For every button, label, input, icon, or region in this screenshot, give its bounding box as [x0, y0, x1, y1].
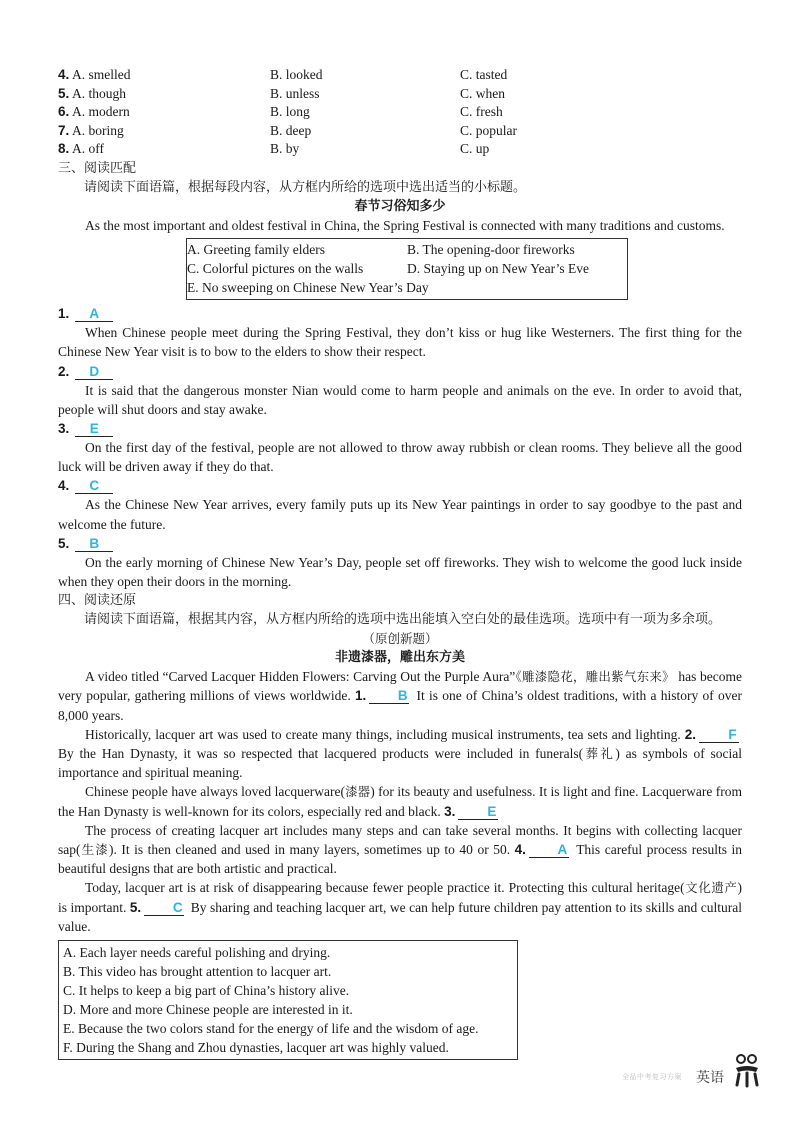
passage-paragraph: Today, lacquer art is at risk of disappearing because fewer people practice it. Protecting this cultural heritage(文化遗产) is important. 5. C By sharing and teaching lacquer art, we can help future children pay attention to its skills and cultural value.: [58, 880, 743, 934]
footer-small-text: 全品中考复习方案: [622, 1073, 682, 1081]
cloze-option-row: 4. A. smelled B. looked C. tasted: [58, 67, 508, 82]
answer-blank[interactable]: C: [144, 901, 184, 916]
cloze-option-row: 7. A. boring B. deep C. popular: [58, 122, 517, 138]
matching-paragraph: As the Chinese New Year arrives, every family puts up its New Year paintings in order to say goodbye to the past and welcome the future.: [58, 497, 742, 532]
sentence-option: B. This video has brought attention to lacquer art.: [63, 964, 332, 980]
answer-blank[interactable]: E: [458, 805, 498, 820]
cloze-option-row: 5. A. though B. unless C. when: [58, 85, 505, 101]
section4-instruction: 请阅读下面语篇，根据其内容，从方框内所给的选项中选出能填入空白处的最佳选项。选项中有一项为多余项。: [84, 612, 722, 628]
worksheet-page: [58, 66, 742, 1060]
section4-heading: 非遗漆器，雕出东方美: [334, 650, 465, 666]
matching-item: 3. E On the first day of the festival, people are not allowed to throw away rubbish or clean rooms. They believe all the good luck will be driven away if they do that.: [58, 419, 742, 476]
sentence-option: C. It helps to keep a big part of China’s history alive.: [63, 983, 350, 999]
cloze-option-row: 6. A. modern B. long C. fresh: [58, 104, 503, 120]
heading-option: D. Staying up on New Year’s Eve: [407, 261, 589, 277]
cloze-option-row: 8. A. off B. by C. up: [58, 141, 490, 157]
section3-instruction: 请阅读下面语篇，根据每段内容，从方框内所给的选项中选出适当的小标题。: [84, 179, 527, 195]
answer-blank[interactable]: A: [529, 843, 569, 858]
matching-item: 5. B On the early morning of Chinese New Year’s Day, people set off fireworks. They wish to welcome the good luck inside when they open their doors in the morning.: [58, 534, 742, 591]
section3-heading: 春节习俗知多少: [354, 198, 446, 214]
heading-option: A. Greeting family elders: [187, 242, 325, 258]
answer-blank[interactable]: E: [75, 422, 113, 437]
passage-paragraph: Chinese people have always loved lacquerware(漆器) for its beauty and usefulness. It is light and fine. Lacquerware from the Han Dynasty is well-known for its colors, especially red and black. 3. E: [58, 784, 742, 819]
section4-note: （原创新题）: [362, 631, 438, 647]
passage-paragraph: Historically, lacquer art was used to create many things, including musical instruments, tea sets and lighting. 2. F By the Han Dynasty, it was so respected that lacquered products were included in funerals(葬礼) as symbols of social importance and spiritual meaning.: [58, 726, 742, 781]
answer-blank[interactable]: B: [75, 537, 113, 552]
sentence-option: E. Because the two colors stand for the energy of life and the wisdom of age.: [63, 1021, 479, 1037]
heading-options-box: [186, 238, 628, 300]
answer-blank[interactable]: F: [699, 728, 739, 743]
sentence-option: F. During the Shang and Zhou dynasties, lacquer art was highly valued.: [63, 1040, 449, 1056]
matching-paragraph: It is said that the dangerous monster Nian would come to harm people and animals on the eve. In order to avoid that, people will shut doors and stay awake.: [58, 382, 742, 417]
passage-paragraph: The process of creating lacquer art includes many steps and can take several months. It begins with collecting lacquer sap(生漆). It is then cleaned and used in many layers, sometimes up to 40 or 50. 4. A This careful process results in beautiful designs that are both artistic and practical.: [58, 822, 742, 877]
answer-blank[interactable]: D: [75, 365, 113, 380]
publisher-logo-icon: [732, 1052, 762, 1088]
section4-title: 四、阅读还原: [58, 593, 137, 609]
sentence-option: D. More and more Chinese people are interested in it.: [63, 1002, 353, 1018]
passage-paragraph: A video titled “Carved Lacquer Hidden Flowers: Carving Out the Purple Aura”《雕漆隐花，雕出紫气东来》 has become very popular, gathering millions of views worldwide. 1. B It is one of China’s oldest traditions, with a history of over 8,000 years.: [58, 669, 742, 723]
footer-subject: 英语: [696, 1070, 724, 1086]
matching-item: 1. A When Chinese people meet during the Spring Festival, they don’t kiss or hug like Westerners. The first thing for the Chinese New Year visit is to bow to the elders to show their respect.: [58, 304, 742, 361]
heading-option: E. No sweeping on Chinese New Year’s Day: [187, 280, 429, 296]
page-footer: [622, 1067, 724, 1087]
matching-paragraph: When Chinese people meet during the Spring Festival, they don’t kiss or hug like Westerners. The first thing for the Chinese New Year visit is to bow to the elders to show their respect.: [58, 325, 742, 360]
heading-option: C. Colorful pictures on the walls: [187, 261, 364, 277]
matching-paragraph: On the first day of the festival, people are not allowed to throw away rubbish or clean rooms. They believe all the good luck will be driven away if they do that.: [58, 439, 742, 475]
section3-intro: As the most important and oldest festival in China, the Spring Festival is connected with many traditions and customs.: [85, 217, 725, 233]
heading-option: B. The opening-door fireworks: [407, 242, 575, 258]
sentence-option: A. Each layer needs careful polishing and drying.: [63, 945, 331, 961]
answer-blank[interactable]: A: [75, 307, 113, 322]
section3-title: 三、阅读匹配: [58, 160, 137, 176]
answer-blank[interactable]: C: [75, 479, 113, 494]
matching-paragraph: On the early morning of Chinese New Year’s Day, people set off fireworks. They wish to welcome the good luck inside when they open their doors in the morning.: [58, 554, 742, 589]
matching-item: 2. D It is said that the dangerous monster Nian would come to harm people and animals on the eve. In order to avoid that, people will shut doors and stay awake.: [58, 362, 742, 419]
answer-blank[interactable]: B: [369, 689, 409, 704]
matching-item: 4. C As the Chinese New Year arrives, every family puts up its New Year paintings in order to say goodbye to the past and welcome the future.: [58, 476, 742, 533]
sentence-options-box: [58, 940, 518, 1060]
cloze-options: [58, 66, 742, 159]
